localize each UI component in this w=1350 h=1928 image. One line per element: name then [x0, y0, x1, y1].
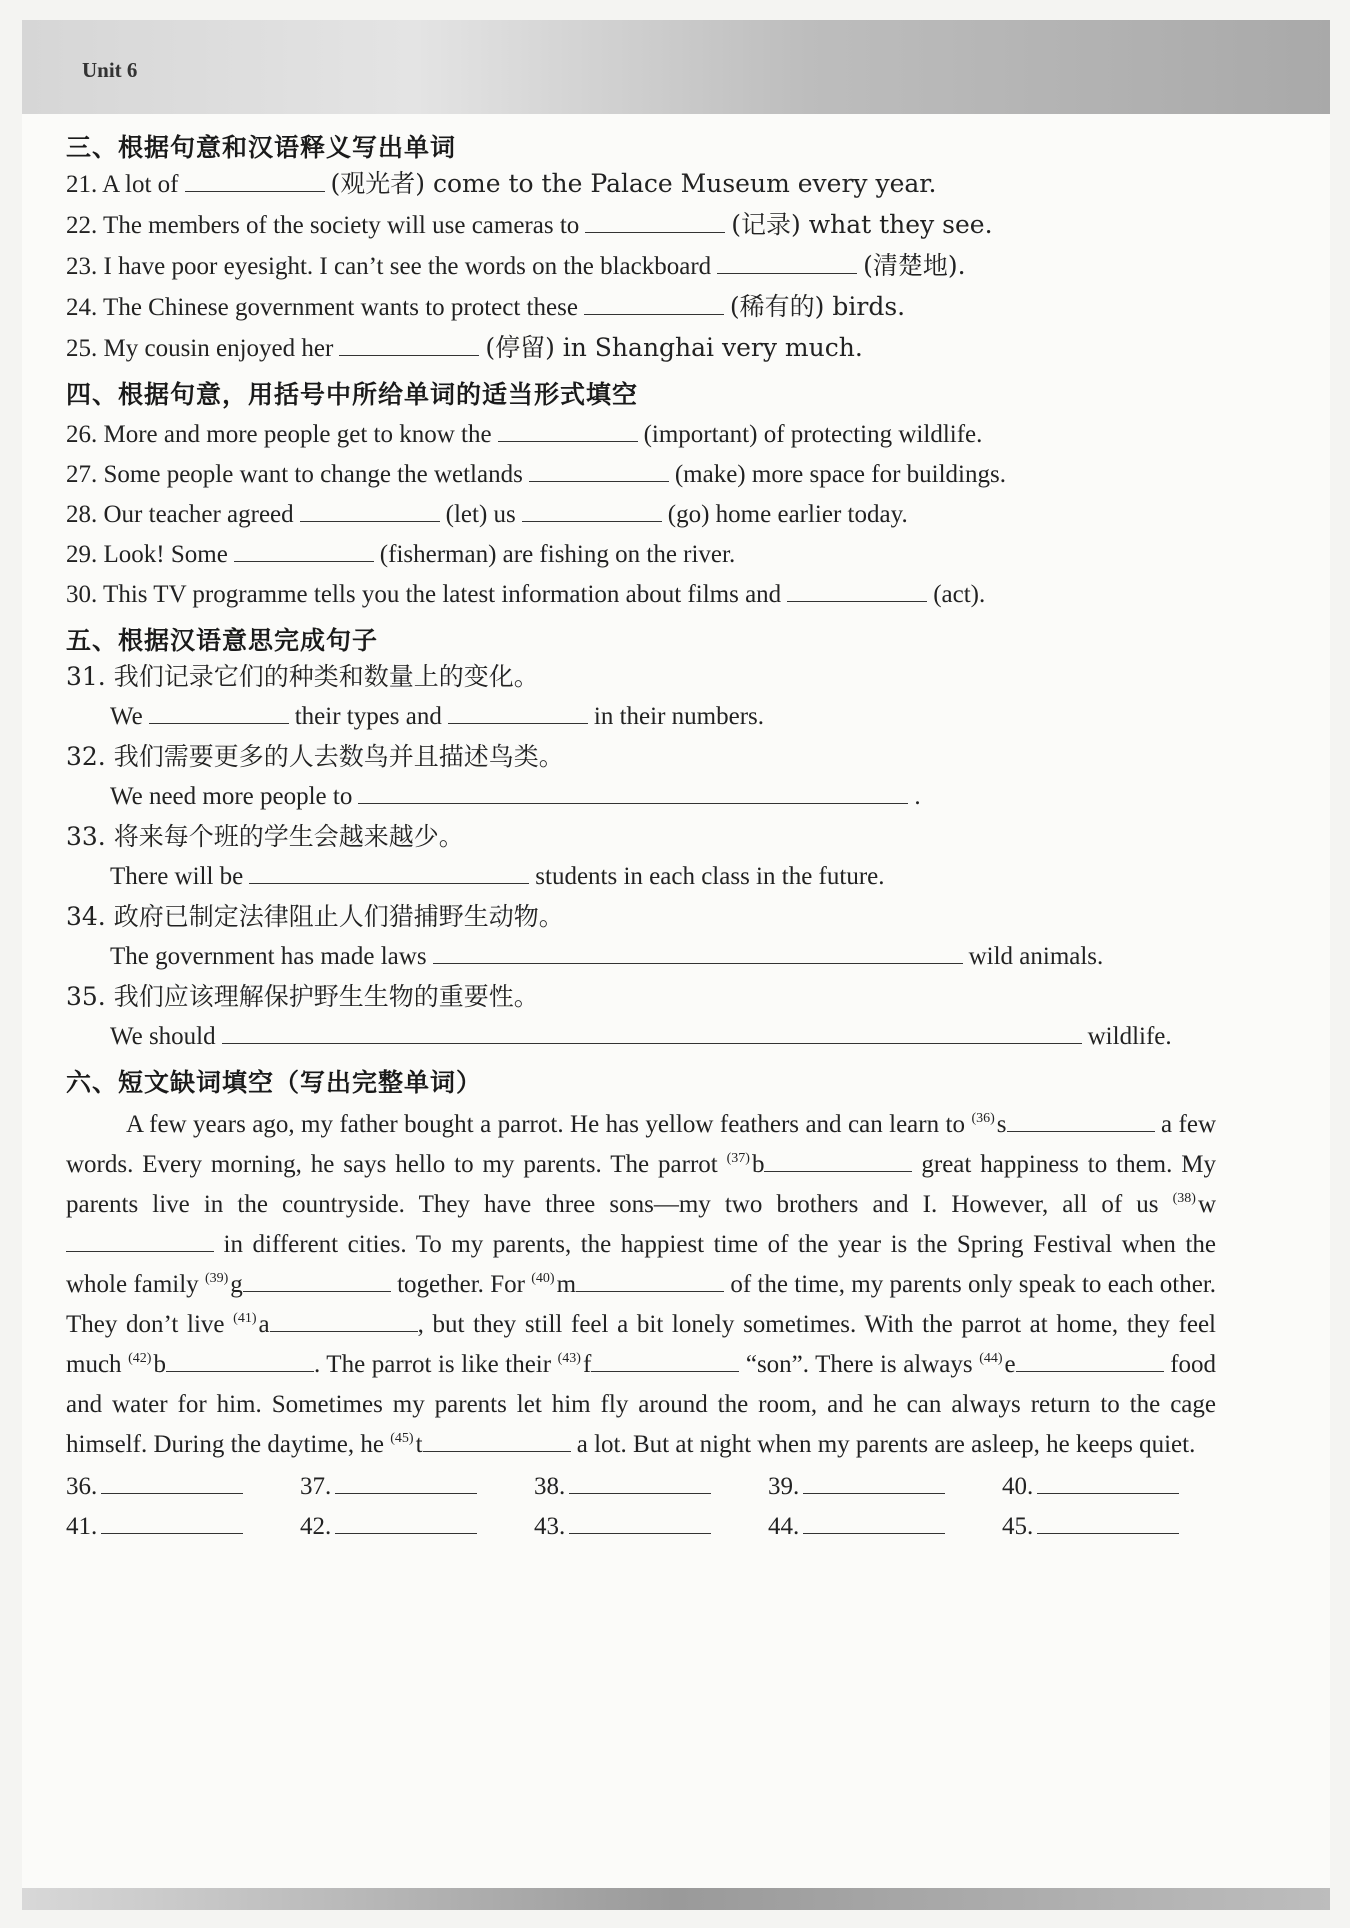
section-6 — [66, 1063, 1216, 1547]
answer-cell-39: 39. — [768, 1467, 1002, 1507]
question-26: 26. More and more people get to know the (important) of protecting wildlife. — [66, 421, 983, 448]
section-5-title: 五、根据汉语意思完成句子 — [66, 626, 379, 655]
worksheet-content — [66, 128, 1216, 1547]
question-23: 23. I have poor eyesight. I can’t see the words on the blackboard (清楚地). — [66, 251, 966, 280]
answer-line-41[interactable] — [101, 1511, 243, 1534]
section-5 — [66, 621, 1216, 1057]
question-28: 28. Our teacher agreed (let) us (go) home earlier today. — [66, 501, 908, 528]
cloze-blank-39[interactable] — [243, 1269, 391, 1292]
question-32-chinese: 32. 我们需要更多的人去数鸟并且描述鸟类。 — [66, 742, 564, 771]
cloze-blank-41[interactable] — [270, 1309, 418, 1332]
answer-blank-31a[interactable] — [149, 701, 289, 724]
answer-blank-30[interactable] — [787, 579, 927, 602]
question-34-chinese: 34. 政府已制定法律阻止人们猎捕野生动物。 — [66, 902, 564, 931]
header-band — [22, 20, 1330, 114]
answer-blank-35[interactable] — [222, 1021, 1082, 1044]
question-25: 25. My cousin enjoyed her (停留) in Shanghai very much. — [66, 333, 863, 362]
answer-line-45[interactable] — [1037, 1511, 1179, 1534]
answer-cell-36: 36. — [66, 1467, 300, 1507]
answer-cell-38: 38. — [534, 1467, 768, 1507]
question-30: 30. This TV programme tells you the latest information about films and (act). — [66, 581, 986, 608]
question-35-english: We should wildlife. — [110, 1023, 1172, 1050]
question-35-chinese: 35. 我们应该理解保护野生生物的重要性。 — [66, 982, 539, 1011]
answer-blank-27[interactable] — [529, 459, 669, 482]
question-24: 24. The Chinese government wants to protect these (稀有的) birds. — [66, 292, 906, 321]
answer-cell-37: 37. — [300, 1467, 534, 1507]
question-34-english: The government has made laws wild animals. — [110, 943, 1104, 970]
answer-cell-42: 42. — [300, 1507, 534, 1547]
section-4 — [66, 375, 1216, 615]
footer-band — [22, 1888, 1330, 1910]
question-21: 21. A lot of (观光者) come to the Palace Museum every year. — [66, 169, 937, 198]
answer-cell-43: 43. — [534, 1507, 768, 1547]
cloze-blank-42[interactable] — [166, 1349, 314, 1372]
cloze-blank-37[interactable] — [764, 1149, 912, 1172]
question-31-chinese: 31. 我们记录它们的种类和数量上的变化。 — [66, 662, 539, 691]
answer-line-40[interactable] — [1037, 1471, 1179, 1494]
answer-blank-28b[interactable] — [522, 499, 662, 522]
answer-blank-31b[interactable] — [448, 701, 588, 724]
question-33-chinese: 33. 将来每个班的学生会越来越少。 — [66, 822, 464, 851]
answer-cell-45: 45. — [1002, 1507, 1236, 1547]
answer-line-43[interactable] — [569, 1511, 711, 1534]
answer-grid — [66, 1467, 1216, 1547]
cloze-blank-40[interactable] — [576, 1269, 724, 1292]
answer-blank-24[interactable] — [584, 292, 724, 315]
section-3-title: 三、根据句意和汉语释义写出单词 — [66, 133, 457, 162]
answer-blank-23[interactable] — [717, 251, 857, 274]
answer-blank-28a[interactable] — [300, 499, 440, 522]
answer-blank-32[interactable] — [358, 781, 908, 804]
question-29: 29. Look! Some (fisherman) are fishing on the river. — [66, 541, 736, 568]
section-6-title: 六、短文缺词填空（写出完整单词） — [66, 1068, 483, 1097]
cloze-blank-36[interactable] — [1007, 1109, 1155, 1132]
cloze-blank-43[interactable] — [591, 1349, 739, 1372]
cloze-blank-38[interactable] — [66, 1229, 214, 1252]
question-27: 27. Some people want to change the wetlands (make) more space for buildings. — [66, 461, 1006, 488]
answer-cell-44: 44. — [768, 1507, 1002, 1547]
answer-line-37[interactable] — [335, 1471, 477, 1494]
cloze-blank-44[interactable] — [1016, 1349, 1164, 1372]
answer-line-42[interactable] — [335, 1511, 477, 1534]
answer-blank-25[interactable] — [339, 333, 479, 356]
answer-blank-29[interactable] — [234, 539, 374, 562]
answer-cell-41: 41. — [66, 1507, 300, 1547]
section-4-title: 四、根据句意，用括号中所给单词的适当形式填空 — [66, 380, 639, 409]
answer-cell-40: 40. — [1002, 1467, 1236, 1507]
cloze-passage: A few years ago, my father bought a parrot. He has yellow feathers and can learn to $^{(36)}$s a few words. Every morning, he says hello to my parents. The parrot $^{(37)}$b great happiness to them. My parents live in the countryside. They have three sons—my two brothers and I. However, all of us $^{(38)}$w in different cities. To my parents, the happiest time of the year is the Spring Festival when the whole family $^{(39)}$g together. For $^{(40)}$m of the time, my parents only speak to each other. They don’t live $^{(41)}$a , but they still feel a bit lonely sometimes. With the parrot at home, they feel much $^{(42)}$b . The parrot is like their $^{(43)}$f “son”. There is always $^{(44)}$e food and water for him. Sometimes my parents let him fly around the room, and he can always return to the cage himself. During the daytime, he $^{(45)}$t a lot. But at night when my parents are asleep, he keeps quiet. — [66, 1111, 1217, 1458]
section-3 — [66, 128, 1216, 369]
answer-blank-26[interactable] — [498, 419, 638, 442]
answer-line-38[interactable] — [569, 1471, 711, 1494]
answer-line-44[interactable] — [803, 1511, 945, 1534]
question-32-english: We need more people to . — [110, 783, 921, 810]
answer-blank-22[interactable] — [585, 210, 725, 233]
question-31-english: We their types and in their numbers. — [110, 703, 764, 730]
answer-blank-21[interactable] — [185, 169, 325, 192]
answer-blank-34[interactable] — [433, 941, 963, 964]
answer-line-39[interactable] — [803, 1471, 945, 1494]
cloze-blank-45[interactable] — [423, 1429, 571, 1452]
unit-label: Unit 6 — [82, 58, 138, 82]
answer-blank-33[interactable] — [249, 861, 529, 884]
answer-line-36[interactable] — [101, 1471, 243, 1494]
question-22: 22. The members of the society will use cameras to (记录) what they see. — [66, 210, 993, 239]
question-33-english: There will be students in each class in the future. — [110, 863, 885, 890]
